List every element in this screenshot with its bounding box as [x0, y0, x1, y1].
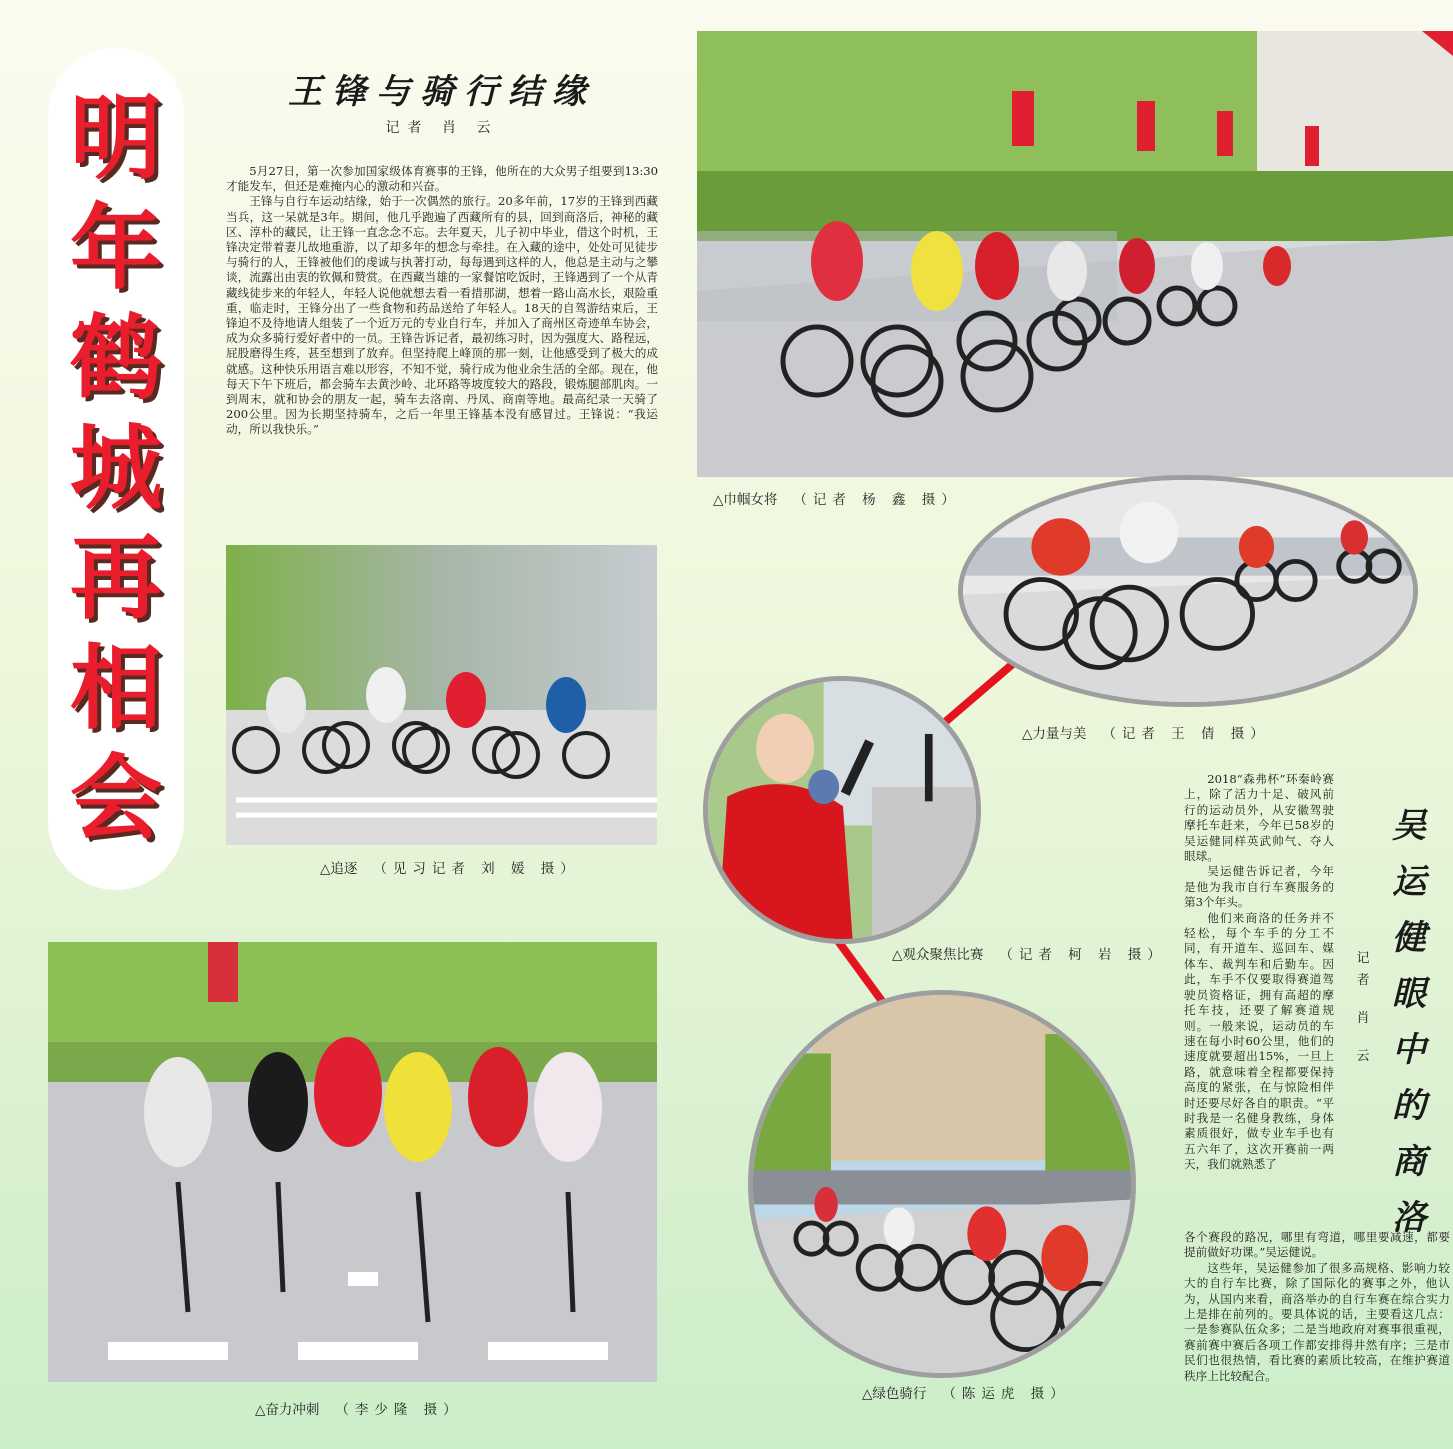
- photo-power-beauty: [958, 475, 1418, 707]
- article-paragraph: 王锋与自行车运动结缘，始于一次偶然的旅行。20多年前，17岁的王锋到西藏当兵，这一呆就是3年。期间，他几乎跑遍了西藏所有的县，回到商洛后，神秘的藏区、淳朴的藏民，让王锋一直念念不忘。去年夏天，儿子初中毕业，借这个时机，王锋决定带着妻儿故地重游，以了却多年的想念与牵挂。在入藏的途中，处处可见徒步与骑行的人，王锋被他们的虔诚与执著打动，每每遇到这样的人，他总是主动与之攀谈，流露出由衷的钦佩和赞赏。在西藏当雄的一家餐馆吃饭时，王锋遇到了一个从青藏线徒步来的年轻人，年轻人说他就想去看一看措那湖，想着一路山高水长，艰险重重，临走时，王锋分出了一些食物和药品送给了年轻人。18天的自驾游结束后，王锋迫不及待地请人组装了一个近万元的专业自行车，并加入了商州区奇迹单车协会，成为众多骑行爱好者中的一员。王锋告诉记者，最初练习时，因为强度大、路程远，屁股磨得生疼，甚至想到了放弃。但坚持爬上峰顶的那一刻，让他感受到了极大的成就感。这种快乐用语言难以形容，不知不觉，骑行成为他业余生活的全部。现在，他每天下午下班后，都会骑车去黄沙岭、北环路等坡度较大的路段，锻炼腿部肌肉。一到周末，就和协会的朋友一起，骑车去洛南、丹凤、商南等地。最高纪录一天骑了200公里。因为长期坚持骑车，之后一年里王锋基本没有感冒过。王锋说：“我运动，所以我快乐。”: [226, 194, 658, 437]
- banner-char: 城: [69, 415, 162, 522]
- side-title-char: 中: [1392, 1030, 1426, 1070]
- side-paragraph: 各个赛段的路况，哪里有弯道，哪里要减速，都要提前做好功课。”吴运健说。: [1184, 1230, 1450, 1260]
- article-body: [226, 164, 658, 438]
- caption-audience: [892, 943, 1167, 963]
- caption-credit: （记者 杨 鑫 摄）: [793, 492, 961, 508]
- caption-title: △巾帼女将: [713, 492, 778, 508]
- vertical-banner: [48, 48, 184, 890]
- banner-char: 会: [69, 745, 162, 852]
- side-paragraph: 2018“森弗杯”环秦岭赛上，除了活力十足、破风前行的运动员外，从安徽驾驶摩托车赶来，今年已58岁的吴运健同样英武帅气、夺人眼球。: [1184, 772, 1334, 864]
- side-article-title: [1381, 798, 1437, 1246]
- photo-sprint: [48, 942, 657, 1382]
- side-byline-char: 者: [1356, 973, 1370, 988]
- banner-char: 年: [69, 195, 162, 302]
- caption-credit: （见习记者 刘 媛 摄）: [373, 861, 580, 877]
- caption-credit: （李少隆 摄）: [335, 1402, 463, 1418]
- banner-char: 鹤: [69, 305, 162, 412]
- caption-power-beauty: [1022, 722, 1270, 742]
- side-article-byline: [1354, 948, 1372, 1068]
- caption-title: △奋力冲刺: [255, 1402, 320, 1418]
- side-byline-gap: [1354, 992, 1372, 1008]
- side-title-char: 吴: [1392, 806, 1426, 846]
- banner-char: 再: [69, 525, 162, 632]
- caption-sprint: [255, 1398, 463, 1418]
- photo-audience: [703, 676, 981, 944]
- side-byline-gap: [1354, 1030, 1372, 1046]
- caption-title: △追逐: [320, 861, 358, 877]
- side-paragraph: 这些年，吴运健参加了很多高规格、影响力较大的自行车比赛，除了国际化的赛事之外，他认为，从国内来看，商洛举办的自行车赛在综合实力上是排在前列的。要具体说的话，主要看这几点：一是参赛队伍众多；二是当地政府对赛事很重视，赛前赛中赛后各项工作都安排得井然有序；三是市民们也很热情，看比赛的素质比较高，在维护赛道秩序上比较配合。: [1184, 1260, 1450, 1383]
- side-title-char: 的: [1392, 1086, 1426, 1126]
- article-byline: 记者 肖 云: [385, 120, 499, 136]
- side-article-body-wide: [1184, 1230, 1450, 1384]
- side-title-char: 眼: [1392, 974, 1426, 1014]
- side-title-char: 运: [1392, 862, 1426, 902]
- side-paragraph: 吴运健告诉记者，今年是他为我市自行车赛服务的第3个年头。: [1184, 864, 1334, 910]
- caption-green-ride: [862, 1382, 1070, 1402]
- banner-char: 相: [69, 635, 162, 742]
- photo-women-riders: [697, 31, 1453, 477]
- caption-credit: （陈运虎 摄）: [942, 1386, 1070, 1402]
- caption-credit: （记者 柯 岩 摄）: [999, 947, 1167, 963]
- photo-chase: [226, 545, 657, 845]
- side-paragraph: 他们来商洛的任务并不轻松，每个车手的分工不同，有开道车、巡回车、媒体车、裁判车和后勤车。因此，车手不仅要取得赛道驾驶员资格证，拥有高超的摩托车技，还要了解赛道规则。一般来说，运动员的车速在每小时60公里，他们的速度就要超出15%，一旦上路，就意味着全程都要保持高度的紧张，在与惊险相伴时还要尽好各自的职责。“平时我是一名健身教练，身体素质很好，做专业车手也有五六年了，这次开赛前一两天，我们就熟悉了: [1184, 910, 1334, 1172]
- caption-title: △观众聚焦比赛: [892, 947, 984, 963]
- caption-women-riders: [713, 488, 961, 508]
- side-title-char: 洛: [1392, 1198, 1426, 1238]
- photo-green-ride: [748, 990, 1136, 1378]
- article-title: 王锋与骑行结缘: [288, 72, 596, 112]
- side-article-body-narrow: [1184, 772, 1334, 1173]
- caption-chase: [320, 857, 580, 877]
- side-title-char: 商: [1392, 1142, 1426, 1182]
- side-byline-char: 云: [1356, 1049, 1370, 1064]
- side-byline-char: 记: [1356, 951, 1370, 966]
- side-title-char: 健: [1392, 918, 1426, 958]
- caption-title: △力量与美: [1022, 726, 1087, 742]
- caption-title: △绿色骑行: [862, 1386, 927, 1402]
- banner-char: 明: [69, 85, 162, 192]
- side-byline-char: 肖: [1356, 1011, 1370, 1026]
- caption-credit: （记者 王 倩 摄）: [1102, 726, 1270, 742]
- article-paragraph: 5月27日，第一次参加国家级体育赛事的王锋，他所在的大众男子组要到13:30才能发车，但还是难掩内心的激动和兴奋。: [226, 164, 658, 194]
